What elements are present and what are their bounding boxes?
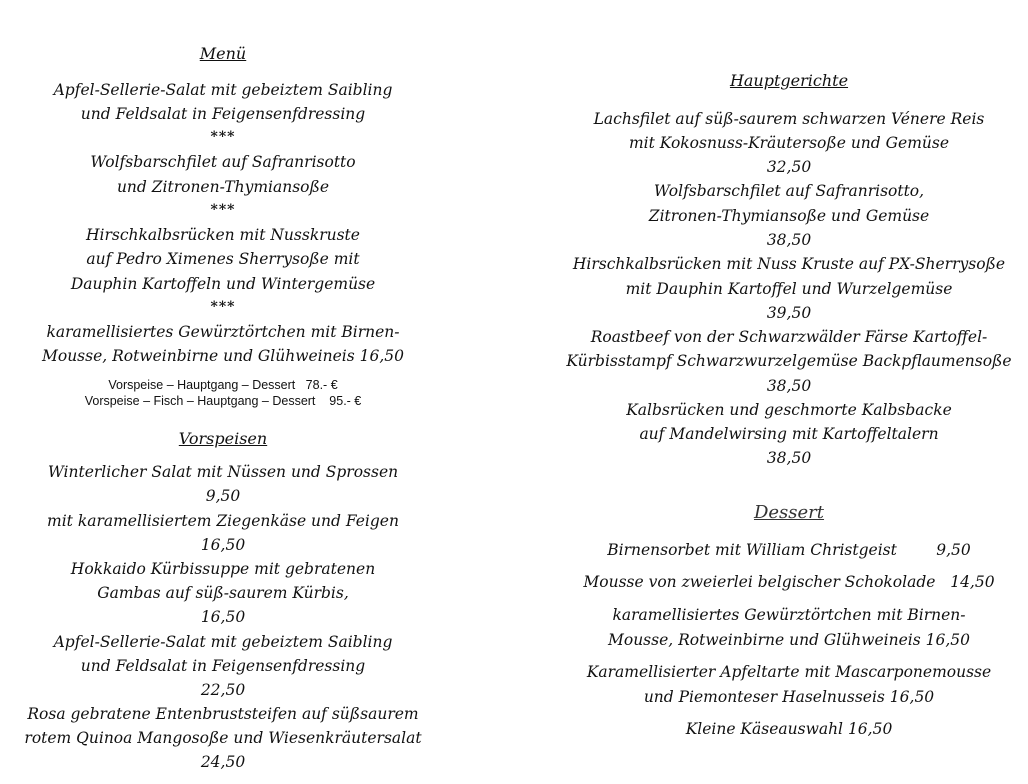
course-separator: ***: [210, 202, 236, 218]
menu-line: auf Mandelwirsing mit Kartoffeltalern: [639, 425, 939, 443]
menu-line: und Zitronen-Thymiansoße: [116, 178, 330, 196]
price: 16,50: [200, 608, 246, 626]
price: 39,50: [766, 304, 812, 322]
menu-price-option: Vorspeise – Hauptgang – Dessert 78.- €: [108, 378, 338, 392]
menu-line: Winterlicher Salat mit Nüssen und Sprossen: [47, 463, 399, 481]
menu-line: karamellisiertes Gewürztörtchen mit Birnen-: [46, 323, 400, 341]
menu-heading: Menü: [199, 44, 247, 63]
price: 16,50: [200, 536, 246, 554]
menu-line: Rosa gebratene Entenbruststeifen auf süßsaurem: [27, 705, 419, 723]
menu-line: Wolfsbarschfilet auf Safranrisotto: [90, 153, 356, 171]
menu-line: Hirschkalbsrücken mit Nuss Kruste auf PX-Sherrysoße: [572, 255, 1006, 273]
menu-line: Kleine Käseauswahl 16,50: [685, 720, 893, 738]
course-separator: ***: [210, 129, 236, 145]
menu-line: auf Pedro Ximenes Sherrysoße mit: [86, 250, 360, 268]
course-separator: ***: [210, 299, 236, 315]
menu-line: mit Kokosnuss-Kräutersoße und Gemüse: [628, 134, 950, 152]
menu-line: Hokkaido Kürbissuppe mit gebratenen: [70, 560, 376, 578]
menu-line: Mousse, Rotweinbirne und Glühweineis 16,50: [608, 631, 970, 649]
hauptgerichte-heading: Hauptgerichte: [729, 71, 849, 90]
menu-line: Lachsfilet auf süß-saurem schwarzen Vénere Reis: [593, 110, 985, 128]
menu-line: Dauphin Kartoffeln und Wintergemüse: [70, 275, 376, 293]
menu-line: karamellisiertes Gewürztörtchen mit Birnen-: [612, 606, 966, 624]
menu-line: mit Dauphin Kartoffel und Wurzelgemüse: [625, 280, 953, 298]
menu-line: Karamellisierter Apfeltarte mit Mascarponemousse: [586, 663, 992, 681]
price: 32,50: [766, 158, 812, 176]
price: 38,50: [766, 449, 812, 467]
menu-line: mit karamellisiertem Ziegenkäse und Feigen: [47, 512, 399, 530]
price: 38,50: [766, 377, 812, 395]
menu-line: rotem Quinoa Mangosoße und Wiesenkräutersalat: [24, 729, 422, 747]
menu-line: Mousse, Rotweinbirne und Glühweineis 16,50: [42, 347, 404, 365]
menu-price-option: Vorspeise – Fisch – Hauptgang – Dessert 95.- €: [84, 394, 362, 408]
vorspeisen-heading: Vorspeisen: [178, 429, 268, 448]
menu-line: Apfel-Sellerie-Salat mit gebeiztem Saibling: [53, 81, 393, 99]
menu-line: Birnensorbet mit William Christgeist 9,50: [607, 541, 971, 559]
price: 22,50: [200, 681, 246, 699]
menu-line: Gambas auf süß-saurem Kürbis,: [97, 584, 349, 602]
price: 38,50: [766, 231, 812, 249]
menu-line: Kalbsrücken und geschmorte Kalbsbacke: [626, 401, 952, 419]
price: 24,50: [200, 753, 246, 771]
menu-line: Mousse von zweierlei belgischer Schokolade 14,50: [583, 573, 995, 591]
menu-line: Kürbisstampf Schwarzwurzelgemüse Backpflaumensoße: [566, 352, 1012, 370]
menu-line: Hirschkalbsrücken mit Nusskruste: [86, 226, 360, 244]
menu-line: Wolfsbarschfilet auf Safranrisotto,: [653, 182, 925, 200]
menu-line: Zitronen-Thymiansoße und Gemüse: [648, 207, 930, 225]
menu-line: und Feldsalat in Feigensenfdressing: [80, 105, 366, 123]
dessert-heading: Dessert: [753, 502, 825, 523]
price: 9,50: [205, 487, 241, 505]
menu-line: und Feldsalat in Feigensenfdressing: [80, 657, 366, 675]
menu-line: Roastbeef von der Schwarzwälder Färse Kartoffel-: [590, 328, 988, 346]
menu-line: und Piemonteser Haselnusseis 16,50: [643, 688, 935, 706]
menu-line: Apfel-Sellerie-Salat mit gebeiztem Saibling: [53, 633, 393, 651]
